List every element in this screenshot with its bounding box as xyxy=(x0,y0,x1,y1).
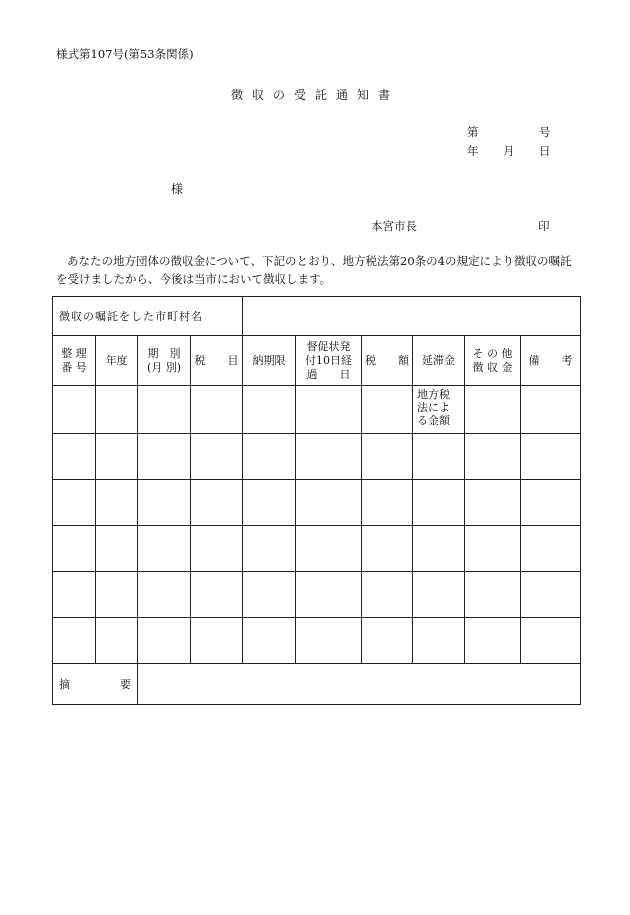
sender-title: 本宮市長 xyxy=(371,219,417,233)
col-kibetsu: 期 別 (月 別) xyxy=(138,336,191,386)
date-year: 年 xyxy=(467,144,479,158)
col-biko: 備 考 xyxy=(521,336,581,386)
seal-mark: 印 xyxy=(538,219,550,233)
table-row xyxy=(53,386,581,434)
table-row xyxy=(53,480,581,526)
municipality-label: 徴収の嘱託をした市町村名 xyxy=(53,297,243,336)
entai-note[interactable]: 地方税 法によ る金額 xyxy=(413,386,465,434)
date-month: 月 xyxy=(503,144,515,158)
municipality-field[interactable] xyxy=(243,297,581,336)
document-title: 徴収の受託通知書 xyxy=(230,88,399,102)
summary-label: 摘 要 xyxy=(53,664,138,705)
col-entai: 延滞金 xyxy=(413,336,465,386)
number-suffix: 号 xyxy=(539,125,551,139)
col-zeimoku: 税 目 xyxy=(191,336,243,386)
number-prefix: 第 xyxy=(467,125,479,139)
date-day: 日 xyxy=(539,144,551,158)
header-row xyxy=(53,336,581,386)
col-seiri: 整 理 番 号 xyxy=(53,336,96,386)
col-zeigaku: 税 額 xyxy=(362,336,413,386)
col-tokusoku: 督促状発 付10日経 過 日 xyxy=(296,336,362,386)
body-text: あなたの地方団体の徴収金について、下記のとおり、地方税法第20条の4の規定により徴収の嘱託を受けましたから、今後は当市において徴収します。 xyxy=(56,254,572,286)
addressee-suffix: 様 xyxy=(171,182,184,196)
summary-field[interactable] xyxy=(138,664,581,705)
table-row xyxy=(53,618,581,664)
summary-row xyxy=(53,664,581,705)
table-row xyxy=(53,526,581,572)
col-nendo: 年度 xyxy=(96,336,138,386)
table-row xyxy=(53,572,581,618)
collection-table xyxy=(52,296,581,705)
form-number: 様式第107号(第53条関係) xyxy=(56,47,194,61)
table-row xyxy=(53,434,581,480)
col-sonota: そ の 他 徴 収 金 xyxy=(465,336,521,386)
col-noukigen: 納期限 xyxy=(243,336,296,386)
municipality-row xyxy=(53,297,581,336)
